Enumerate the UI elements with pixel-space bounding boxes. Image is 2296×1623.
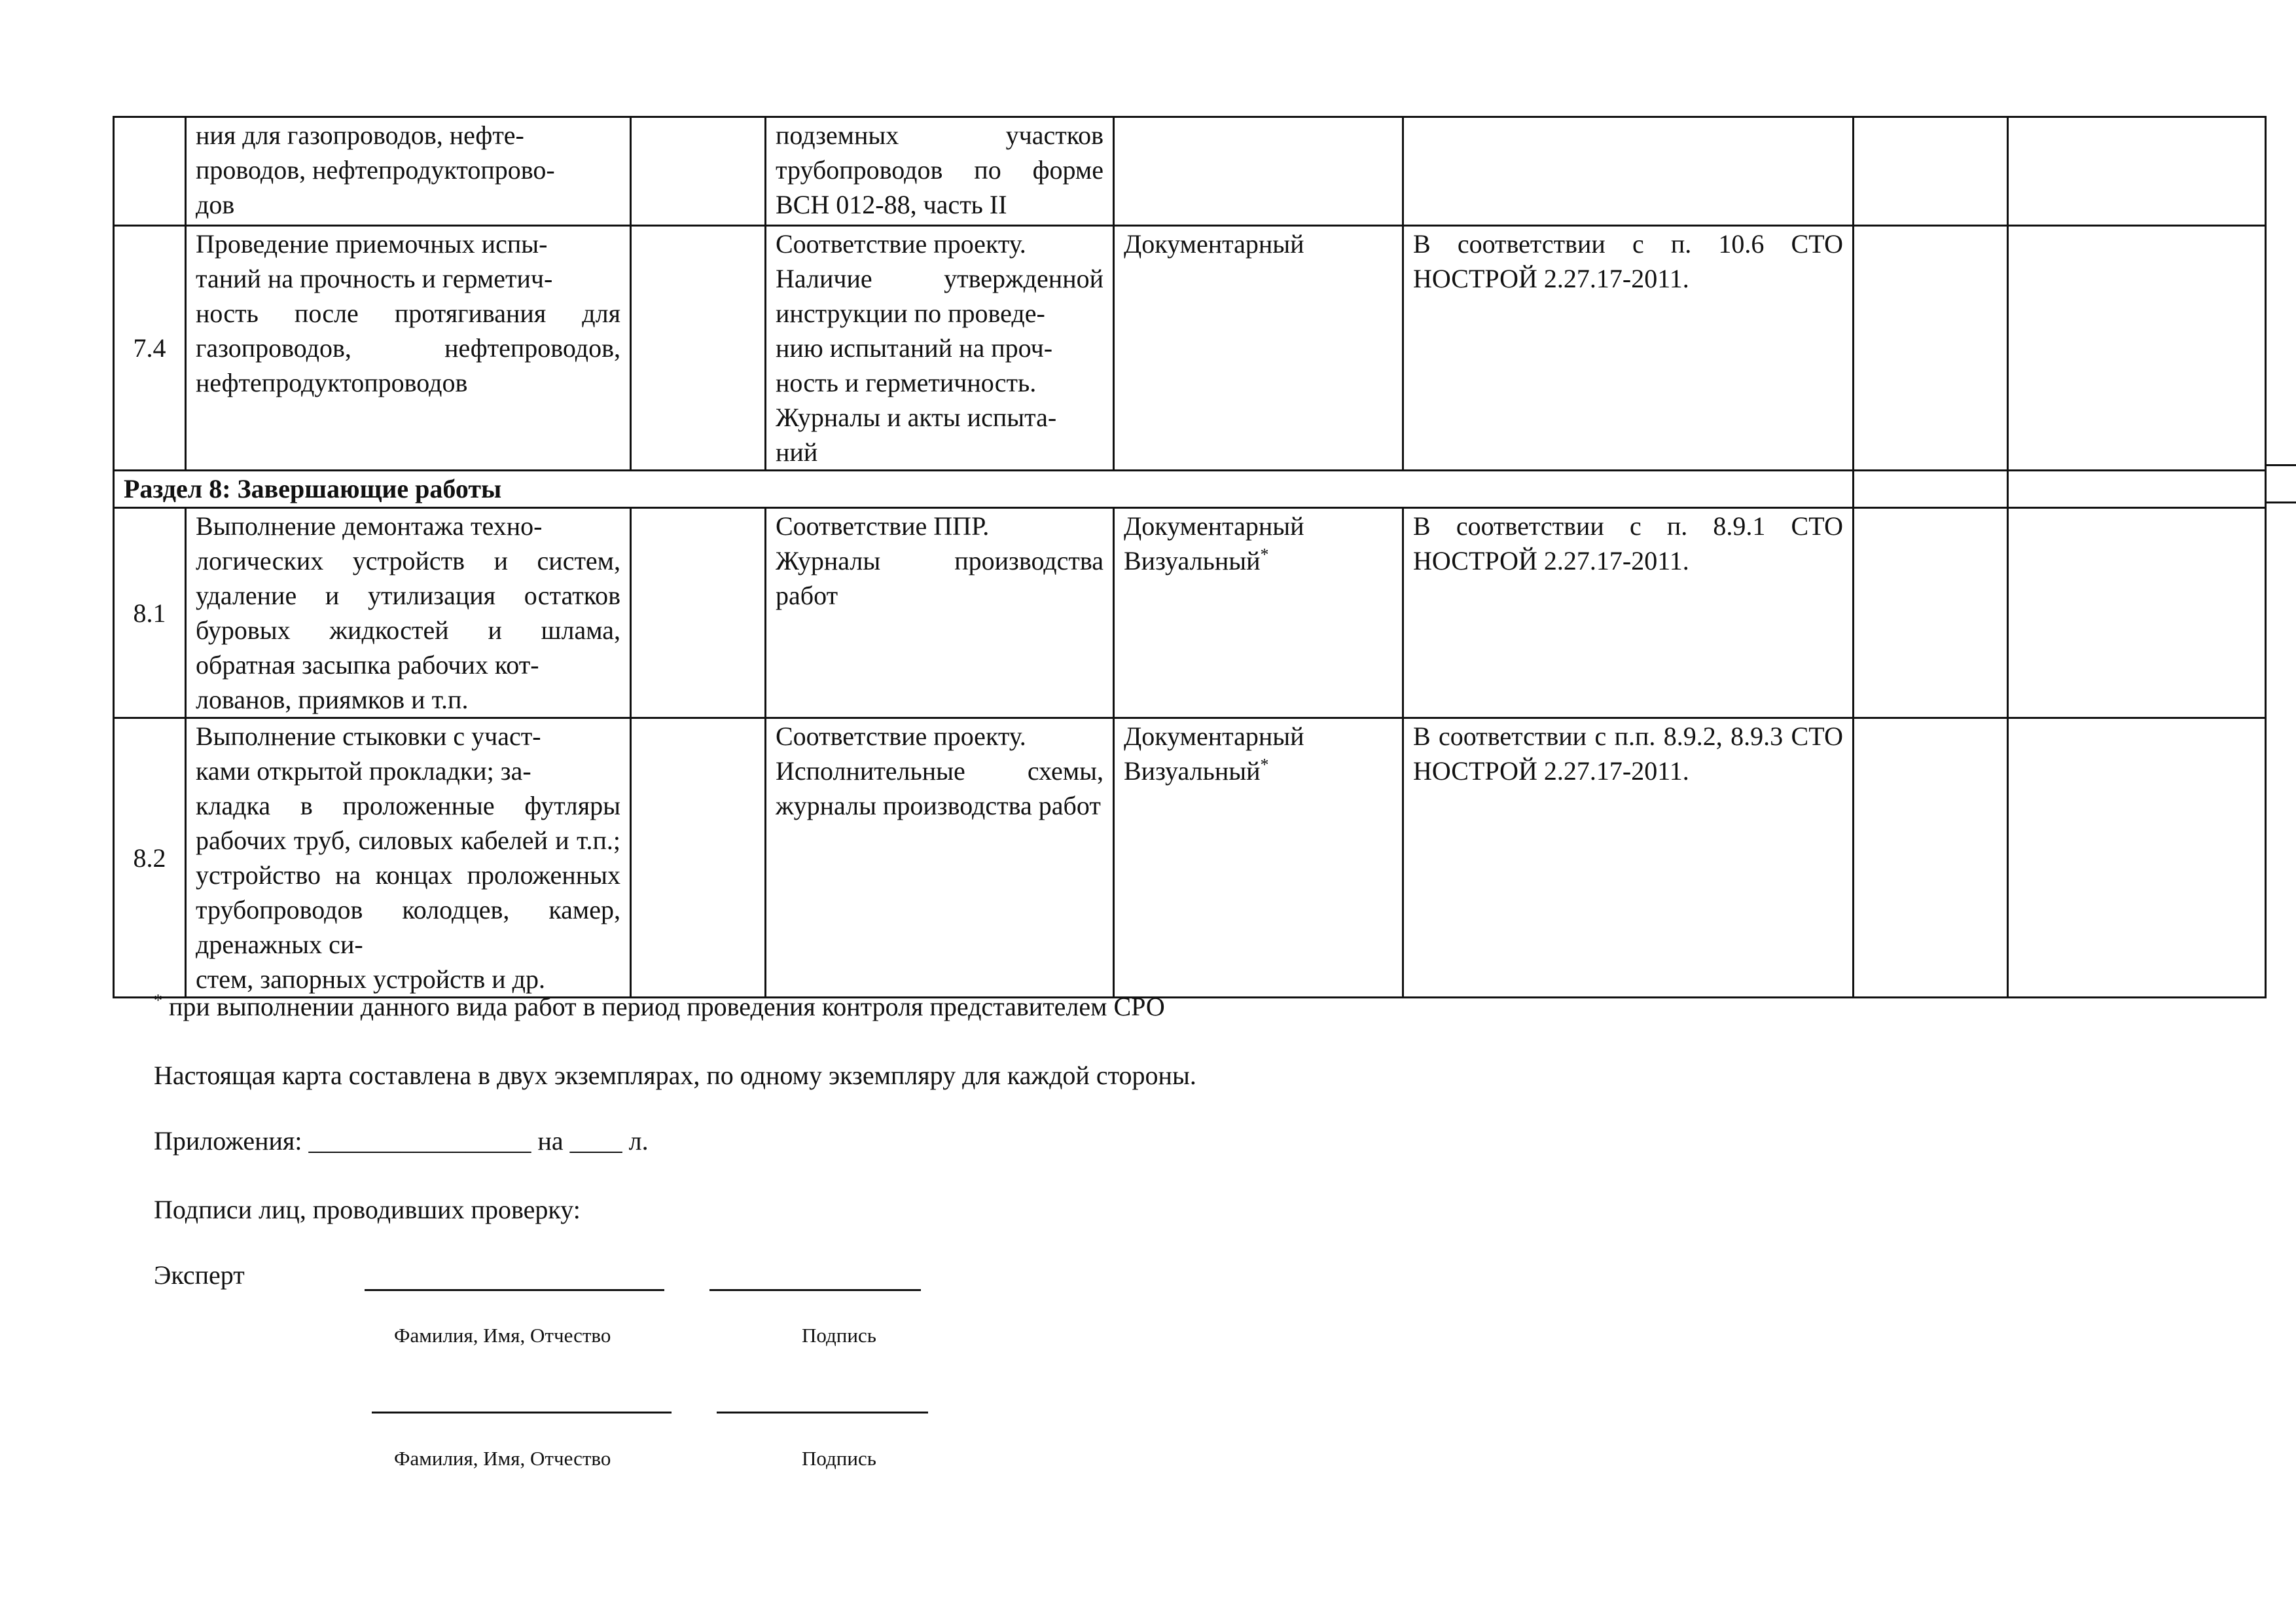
row-number: 8.2: [114, 718, 186, 998]
check-table: [113, 116, 2267, 998]
signatures-title: Подписи лиц, проводивших проверку:: [154, 1195, 581, 1224]
attachments-pages-blank: ____: [569, 1126, 622, 1156]
name-signature-line: [365, 1289, 664, 1291]
table-cell: [2008, 226, 2266, 471]
table-cell: [1854, 471, 2008, 508]
reference: В соответствии с п. 10.6 СТО НОСТРОЙ 2.27.17-2011.: [1403, 226, 1854, 471]
table-border-stub: [2265, 464, 2296, 466]
requirements: Соответствие ППР. Журналы производства работ: [766, 508, 1114, 718]
footnote-mark: *: [1260, 755, 1269, 775]
control-method: [1114, 508, 1403, 718]
table-cell: [2008, 471, 2266, 508]
control-method: [1114, 117, 1403, 226]
table-cell: [1854, 117, 2008, 226]
table-cell: [631, 508, 766, 718]
table-cell: [631, 226, 766, 471]
reference: [1403, 117, 1854, 226]
name-caption: Фамилия, Имя, Отчество: [394, 1324, 611, 1347]
name-signature-line: [372, 1412, 672, 1413]
signature-line: [709, 1289, 921, 1291]
requirements: Соответствие проекту. Исполнительные схемы, журналы производства работ: [766, 718, 1114, 998]
control-method: Документарный: [1114, 226, 1403, 471]
method-visual: Визуальный: [1124, 756, 1261, 786]
footnote: [154, 991, 1165, 1023]
copies-note: Настоящая карта составлена в двух экземплярах, по одному экземпляру для каждой стороны.: [154, 1061, 1196, 1090]
signature-caption: Подпись: [802, 1447, 876, 1470]
table-row: [114, 117, 2266, 226]
footnote-mark: *: [154, 991, 162, 1010]
table-row: [114, 508, 2266, 718]
footnote-text: при выполнении данного вида работ в период проведения контроля представителем СРО: [162, 992, 1165, 1021]
table-cell: [2008, 117, 2266, 226]
table-cell: [631, 718, 766, 998]
control-method: [1114, 718, 1403, 998]
work-description: Выполнение демонтажа техно- логических устройств и систем, удаление и утилизация остатков буровых жидкостей и шлама, обратная засыпка рабочих кот- лованов, приямков и т.п.: [186, 508, 631, 718]
footnote-mark: *: [1260, 545, 1269, 564]
table-row: [114, 718, 2266, 998]
requirements: Соответствие проекту. Наличие утвержденной инструкции по проведе- нию испытаний на проч- ность и герметичность. Журналы и акты испыта- ний: [766, 226, 1114, 471]
method-visual: Визуальный: [1124, 546, 1261, 575]
signature-caption: Подпись: [802, 1324, 876, 1347]
section-title: Раздел 8: Завершающие работы: [114, 471, 1854, 508]
signature-line: [717, 1412, 928, 1413]
table-cell: [631, 117, 766, 226]
table-border-stub: [2265, 501, 2296, 503]
section-header-row: [114, 471, 2266, 508]
expert-label: Эксперт: [154, 1260, 245, 1290]
name-caption: Фамилия, Имя, Отчество: [394, 1447, 611, 1470]
attachments-blank: _________________: [308, 1126, 531, 1156]
requirements: подземных участков трубопроводов по форме ВСН 012-88, часть II: [766, 117, 1114, 226]
table-cell: [1854, 508, 2008, 718]
work-description: Выполнение стыковки с участ- ками открытой прокладки; за- кладка в проложенные футляры рабочих труб, силовых кабелей и т.п.; устройство на концах проложенных трубопроводов колодцев, камер, дренажных си- стем, запорных устройств и др.: [186, 718, 631, 998]
work-description: Проведение приемочных испы- таний на прочность и герметич- ность после протягивания для газопроводов, нефтепроводов, нефтепродуктопроводов: [186, 226, 631, 471]
table-cell: [2008, 718, 2266, 998]
table-row: [114, 226, 2266, 471]
row-number: 7.4: [114, 226, 186, 471]
row-number: 8.1: [114, 508, 186, 718]
attachments-line: [154, 1125, 649, 1158]
reference: В соответствии с п. 8.9.1 СТО НОСТРОЙ 2.27.17-2011.: [1403, 508, 1854, 718]
method-documentary: Документарный: [1124, 721, 1304, 751]
attachments-unit: л.: [628, 1126, 649, 1156]
attachments-label: Приложения:: [154, 1126, 302, 1156]
work-description: ния для газопроводов, нефте- проводов, нефтепродуктопрово- дов: [186, 117, 631, 226]
table-cell: [1854, 718, 2008, 998]
reference: В соответствии с п.п. 8.9.2, 8.9.3 СТО НОСТРОЙ 2.27.17-2011.: [1403, 718, 1854, 998]
table-cell: [1854, 226, 2008, 471]
table-cell: [2008, 508, 2266, 718]
row-number: [114, 117, 186, 226]
attachments-na: на: [537, 1126, 564, 1156]
method-documentary: Документарный: [1124, 511, 1304, 541]
